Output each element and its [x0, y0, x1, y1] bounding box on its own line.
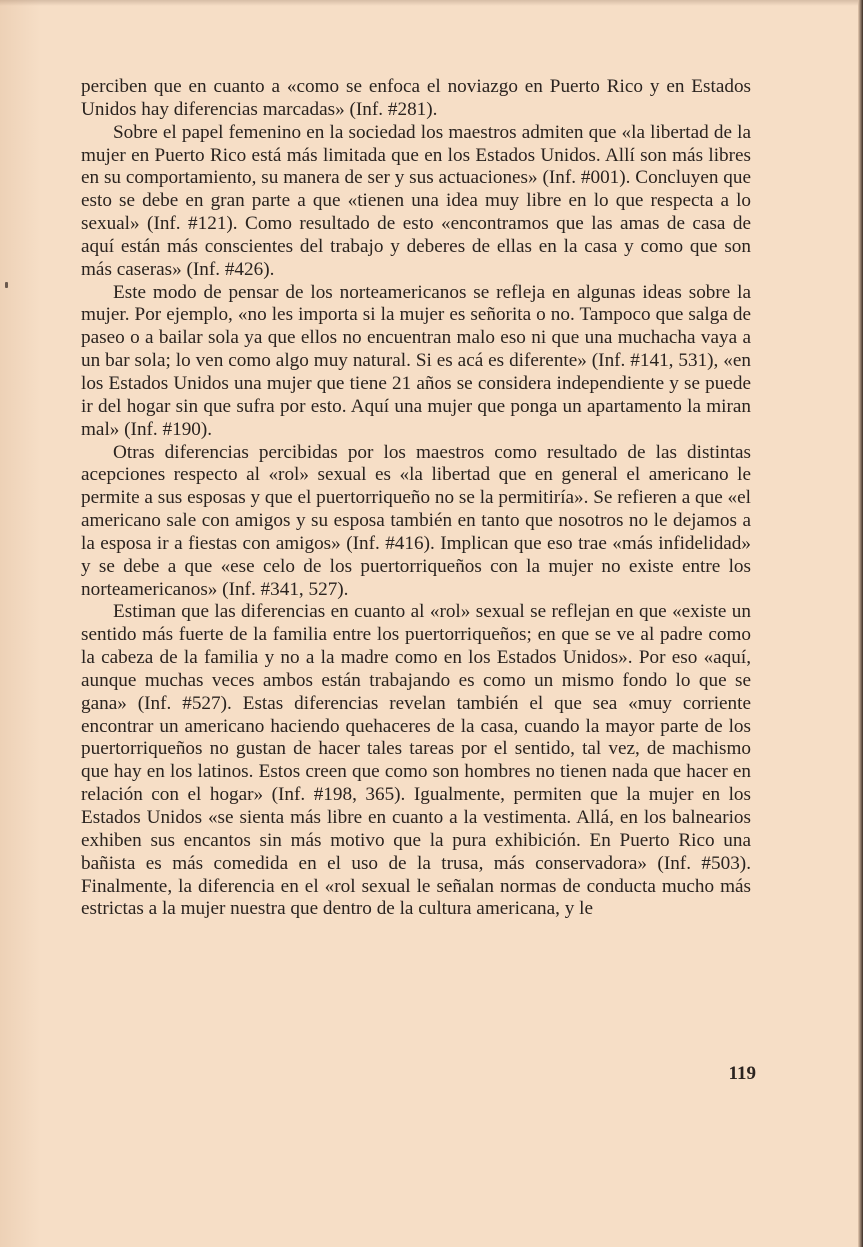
page-number: 119: [728, 1063, 756, 1084]
body-text: [81, 76, 751, 921]
paragraph-female-role: Sobre el papel femenino en la sociedad los maestros admiten que «la libertad de la mujer en Puerto Rico está más limitada que en los Estados Unidos. Allí son más libres en su comportamiento, su manera de ser y sus actuaciones» (Inf. #001). Concluyen que esto se debe en gran parte a que «tienen una idea muy libre en lo que respecta a lo sexual» (Inf. #121). Como resultado de esto «encontramos que las amas de casa de aquí están más conscientes del trabajo y deberes de ellas en la casa y como que son más caseras» (Inf. #426).: [81, 121, 751, 280]
paragraph-ideas-about-women: Este modo de pensar de los norteamericanos se refleja en algunas ideas sobre la mujer. Por ejemplo, «no les importa si la mujer es señorita o no. Tampoco que salga de paseo o a bailar sola ya que ellos no encuentran malo eso ni que una muchacha vaya a un bar sola; lo ven como algo muy natural. Si es acá es diferente» (Inf. #141, 531), «en los Estados Unidos una mujer que tiene 21 años se considera independiente y se puede ir del hogar sin que sufra por esto. Aquí una mujer que ponga un apartamento la miran mal» (Inf. #190).: [81, 281, 751, 440]
paragraph-other-differences: Otras diferencias percibidas por los maestros como resultado de las distintas acepciones respecto al «rol» sexual es «la libertad que en general el americano le permite a sus esposas y que el puertorriqueño no se la permitiría». Se refieren a que «el americano sale con amigos y su esposa también en tanto que nosotros no le dejamos a la esposa ir a fiestas con amigos» (Inf. #416). Implican que eso trae «más infidelidad» y se debe a que «ese celo de los puertorriqueños con la mujer no existe entre los norteamericanos» (Inf. #341, 527).: [81, 441, 751, 600]
paragraph-continuation: perciben que en cuanto a «como se enfoca el noviazgo en Puerto Rico y en Estados Unidos hay diferencias marcadas» (Inf. #281).: [81, 76, 751, 120]
scan-speck: [5, 282, 8, 288]
page-edge-shadow: [858, 0, 863, 1247]
paragraph-family-role: Estiman que las diferencias en cuanto al «rol» sexual se reflejan en que «existe un sentido más fuerte de la familia entre los puertorriqueños; en que se ve al padre como la cabeza de la familia y no a la madre como en los Estados Unidos». Por eso «aquí, aunque muchas veces ambos están trabajando es como un mismo fondo lo que se gana» (Inf. #527). Estas diferencias revelan también el que sea «muy corriente encontrar un americano haciendo quehaceres de la casa, cuando la mayor parte de los puertorriqueños no gustan de hacer tales tareas por el sentido, tal vez, de machismo que hay en los latinos. Estos creen que como son hombres no tienen nada que hacer en relación con el hogar» (Inf. #198, 365). Igualmente, permiten que la mujer en los Estados Unidos «se sienta más libre en cuanto a la vestimenta. Allá, en los balnearios exhiben sus encantos sin más motivo que la pura exhibición. En Puerto Rico una bañista es más comedida en el uso de la trusa, más conservadora» (Inf. #503). Finalmente, la diferencia en el «rol sexual le señalan normas de conducta mucho más estrictas a la mujer nuestra que dentro de la cultura americana, y le: [81, 601, 751, 920]
